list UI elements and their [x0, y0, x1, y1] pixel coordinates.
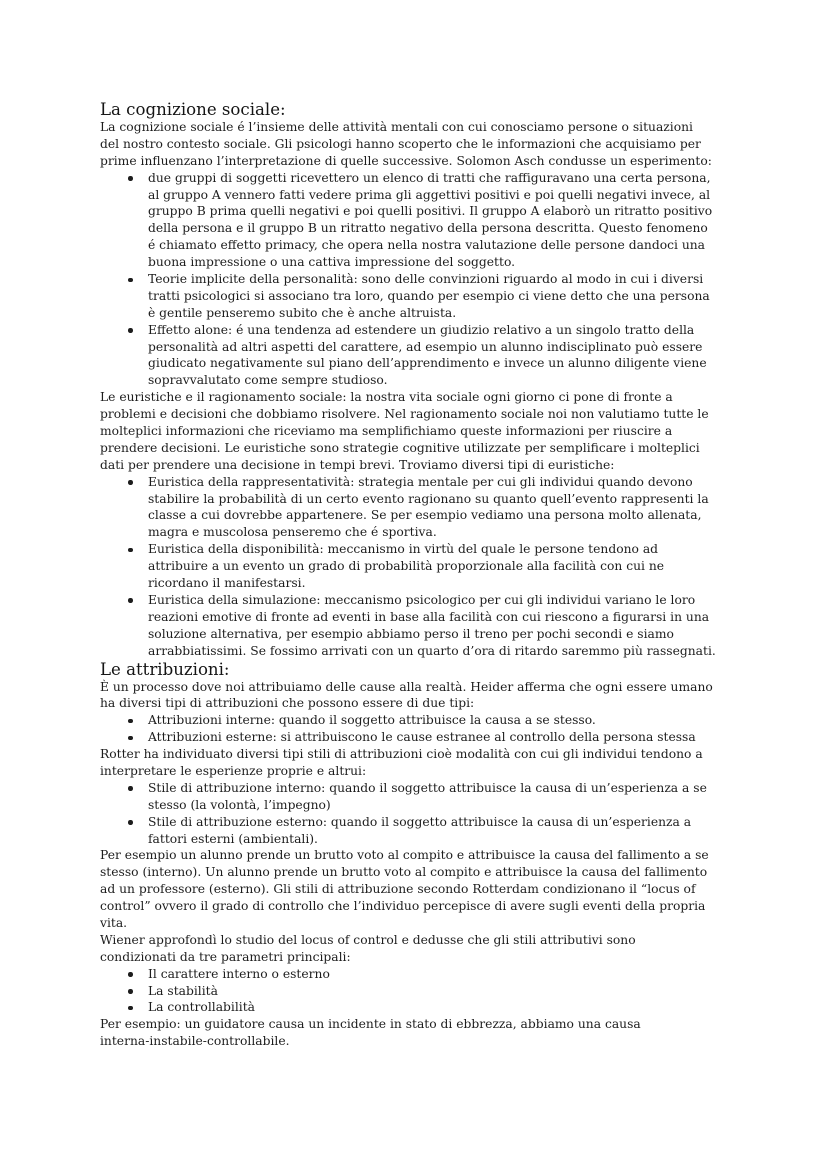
bullet-item — [100, 966, 740, 983]
bullet-icon — [128, 736, 133, 741]
bullet-item — [100, 170, 740, 271]
heading-text: La cognizione sociale: — [100, 100, 286, 119]
bullet-icon — [128, 820, 133, 825]
bullet-icon — [128, 989, 133, 994]
text-line: La cognizione sociale é l’insieme delle attività mentali con cui conosciamo persone o situazioni — [100, 120, 693, 134]
text-line: Euristica della simulazione: meccanismo psicologico per cui gli individui variano le loro — [148, 592, 696, 607]
bullet-item — [100, 814, 740, 848]
paragraph — [100, 1016, 740, 1050]
paragraph — [100, 679, 740, 713]
bullet-item — [100, 271, 740, 322]
text-line: La stabilità — [148, 983, 218, 998]
text-line: attribuire a un evento un grado di probabilità proporzionale alla facilità con cui ne — [148, 559, 665, 574]
text-line: é chiamato effetto primacy, che opera nella nostra valutazione delle persone dandoci una — [148, 238, 706, 253]
bullet-item — [100, 780, 740, 814]
text-line: sopravvalutato come sempre studioso. — [148, 373, 388, 388]
paragraph — [100, 746, 740, 780]
text-line: due gruppi di soggetti ricevettero un elenco di tratti che raffiguravano una certa persona, — [148, 170, 711, 185]
document-page — [100, 100, 740, 1050]
text-line: personalità ad altri aspetti del carattere, ad esempio un alunno indisciplinato può essere — [148, 339, 703, 354]
bullet-icon — [128, 328, 133, 333]
paragraph — [100, 847, 740, 931]
bullet-icon — [128, 786, 133, 791]
text-line: problemi e decisioni che dobbiamo risolvere. Nel ragionamento sociale noi non valutiamo tutte le — [100, 407, 709, 422]
bullet-icon — [128, 176, 133, 181]
text-line: Stile di attribuzione interno: quando il soggetto attribuisce la causa di un’esperienza a se — [148, 780, 707, 795]
text-line: Il carattere interno o esterno — [148, 966, 330, 981]
text-line: interna-instabile-controllabile. — [100, 1034, 290, 1049]
bullet-icon — [128, 1006, 133, 1011]
text-line: stabilire la probabilità di un certo evento ragionano su quanto quell’evento rappresenti la — [148, 491, 709, 506]
bullet-item — [100, 983, 740, 1000]
text-line: fattori esterni (ambientali). — [148, 831, 318, 846]
text-line: buona impressione o una cattiva impressione del soggetto. — [148, 255, 516, 270]
text-line: arrabbiatissimi. Se fossimo arrivati con un quarto d’ora di ritardo saremmo più rassegnati. — [148, 643, 716, 658]
bullet-item — [100, 712, 740, 729]
text-line: ha diversi tipi di attribuzioni che possono essere di due tipi: — [100, 696, 475, 711]
bullet-icon — [128, 548, 133, 553]
text-line: ad un professore (esterno). Gli stili di attribuzione secondo Rotterdam condizionano il “locus of — [100, 882, 696, 897]
section-heading — [100, 660, 740, 679]
text-line: Euristica della rappresentatività: strategia mentale per cui gli individui quando devono — [148, 474, 693, 489]
text-line: al gruppo A vennero fatti vedere prima gli aggettivi positivi e poi quelli negativi invece, al — [148, 187, 711, 202]
text-line: Le euristiche e il ragionamento sociale: la nostra vita sociale ogni giorno ci pone di fronte a — [100, 390, 673, 405]
text-line: vita. — [100, 915, 128, 930]
text-line: tratti psicologici si associano tra loro, quando per esempio ci viene detto che una persona — [148, 288, 710, 303]
text-line: gruppo B prima quelli negativi e poi quelli positivi. Il gruppo A elaborò un ritratto positivo — [148, 204, 713, 219]
bullet-item — [100, 322, 740, 390]
paragraph — [100, 389, 740, 473]
text-line: è gentile penseremo subito che è anche altruista. — [148, 305, 457, 320]
text-line: Teorie implicite della personalità: sono delle convinzioni riguardo al modo in cui i diversi — [148, 272, 704, 287]
text-line: condizionati da tre parametri principali: — [100, 949, 351, 964]
bullet-item — [100, 541, 740, 592]
bullet-item — [100, 474, 740, 542]
text-line: control” ovvero il grado di controllo che l’individuo percepisce di avere sugli eventi della propria — [100, 899, 706, 914]
text-line: dati per prendere una decisione in tempi brevi. Troviamo diversi tipi di euristiche: — [100, 457, 615, 472]
text-line: Attribuzioni interne: quando il soggetto attribuisce la causa a se stesso. — [148, 713, 596, 728]
text-line: giudicato negativamente sul piano dell’apprendimento e invece un alunno diligente viene — [148, 356, 707, 371]
bullet-icon — [128, 598, 133, 603]
bullet-icon — [128, 719, 133, 724]
text-line: Attribuzioni esterne: si attribuiscono le cause estranee al controllo della persona stessa — [148, 730, 696, 745]
text-line: reazioni emotive di fronte ad eventi in base alla facilità con cui riescono a figurarsi in una — [148, 609, 710, 624]
section-heading — [100, 100, 740, 119]
text-line: soluzione alternativa, per esempio abbiamo perso il treno per pochi secondi e siamo — [148, 626, 674, 641]
text-line: Per esempio un alunno prende un brutto voto al compito e attribuisce la causa del fallimento a se — [100, 848, 709, 863]
text-line: Wiener approfondì lo studio del locus of control e dedusse che gli stili attributivi sono — [100, 932, 636, 947]
paragraph — [100, 932, 740, 966]
heading-text: Le attribuzioni: — [100, 659, 230, 679]
text-line: Per esempio: un guidatore causa un incidente in stato di ebbrezza, abbiamo una causa — [100, 1017, 641, 1032]
bullet-item — [100, 729, 740, 746]
paragraph — [100, 119, 740, 170]
text-line: Euristica della disponibilità: meccanismo in virtù del quale le persone tendono ad — [148, 542, 659, 557]
text-line: È un processo dove noi attribuiamo delle cause alla realtà. Heider afferma che ogni essere umano — [100, 679, 713, 694]
text-line: stesso (interno). Un alunno prende un brutto voto al compito e attribuisce la causa del fallimento — [100, 865, 708, 880]
text-line: interpretare le esperienze proprie e altrui: — [100, 763, 367, 778]
text-line: del nostro contesto sociale. Gli psicologi hanno scoperto che le informazioni che acquisiamo per — [100, 136, 701, 151]
bullet-icon — [128, 480, 133, 485]
text-line: magra e muscolosa penseremo che é sportiva. — [148, 525, 437, 540]
text-line: prime influenzano l’interpretazione di quelle successive. Solomon Asch condusse un esperimento: — [100, 153, 712, 168]
text-line: prendere decisioni. Le euristiche sono strategie cognitive utilizzate per semplificare i molteplici — [100, 440, 700, 455]
text-line: molteplici informazioni che riceviamo ma semplifichiamo queste informazioni per riuscire a — [100, 424, 673, 439]
text-line: La controllabilità — [148, 1000, 255, 1015]
text-line: ricordano il manifestarsi. — [148, 576, 306, 591]
text-line: classe a cui dovrebbe appartenere. Se per esempio vediamo una persona molto allenata, — [148, 508, 702, 523]
text-line: Stile di attribuzione esterno: quando il soggetto attribuisce la causa di un’esperienza a — [148, 814, 692, 829]
text-line: Rotter ha individuato diversi tipi stili di attribuzioni cioè modalità con cui gli individui tendono a — [100, 747, 703, 762]
text-line: stesso (la volontà, l’impegno) — [148, 797, 331, 812]
bullet-icon — [128, 278, 133, 283]
text-line: Effetto alone: é una tendenza ad estendere un giudizio relativo a un singolo tratto della — [148, 322, 695, 337]
bullet-item — [100, 999, 740, 1016]
text-line: della persona e il gruppo B un ritratto negativo della persona descritta. Questo fenomeno — [148, 221, 708, 236]
bullet-icon — [128, 972, 133, 977]
bullet-item — [100, 592, 740, 660]
